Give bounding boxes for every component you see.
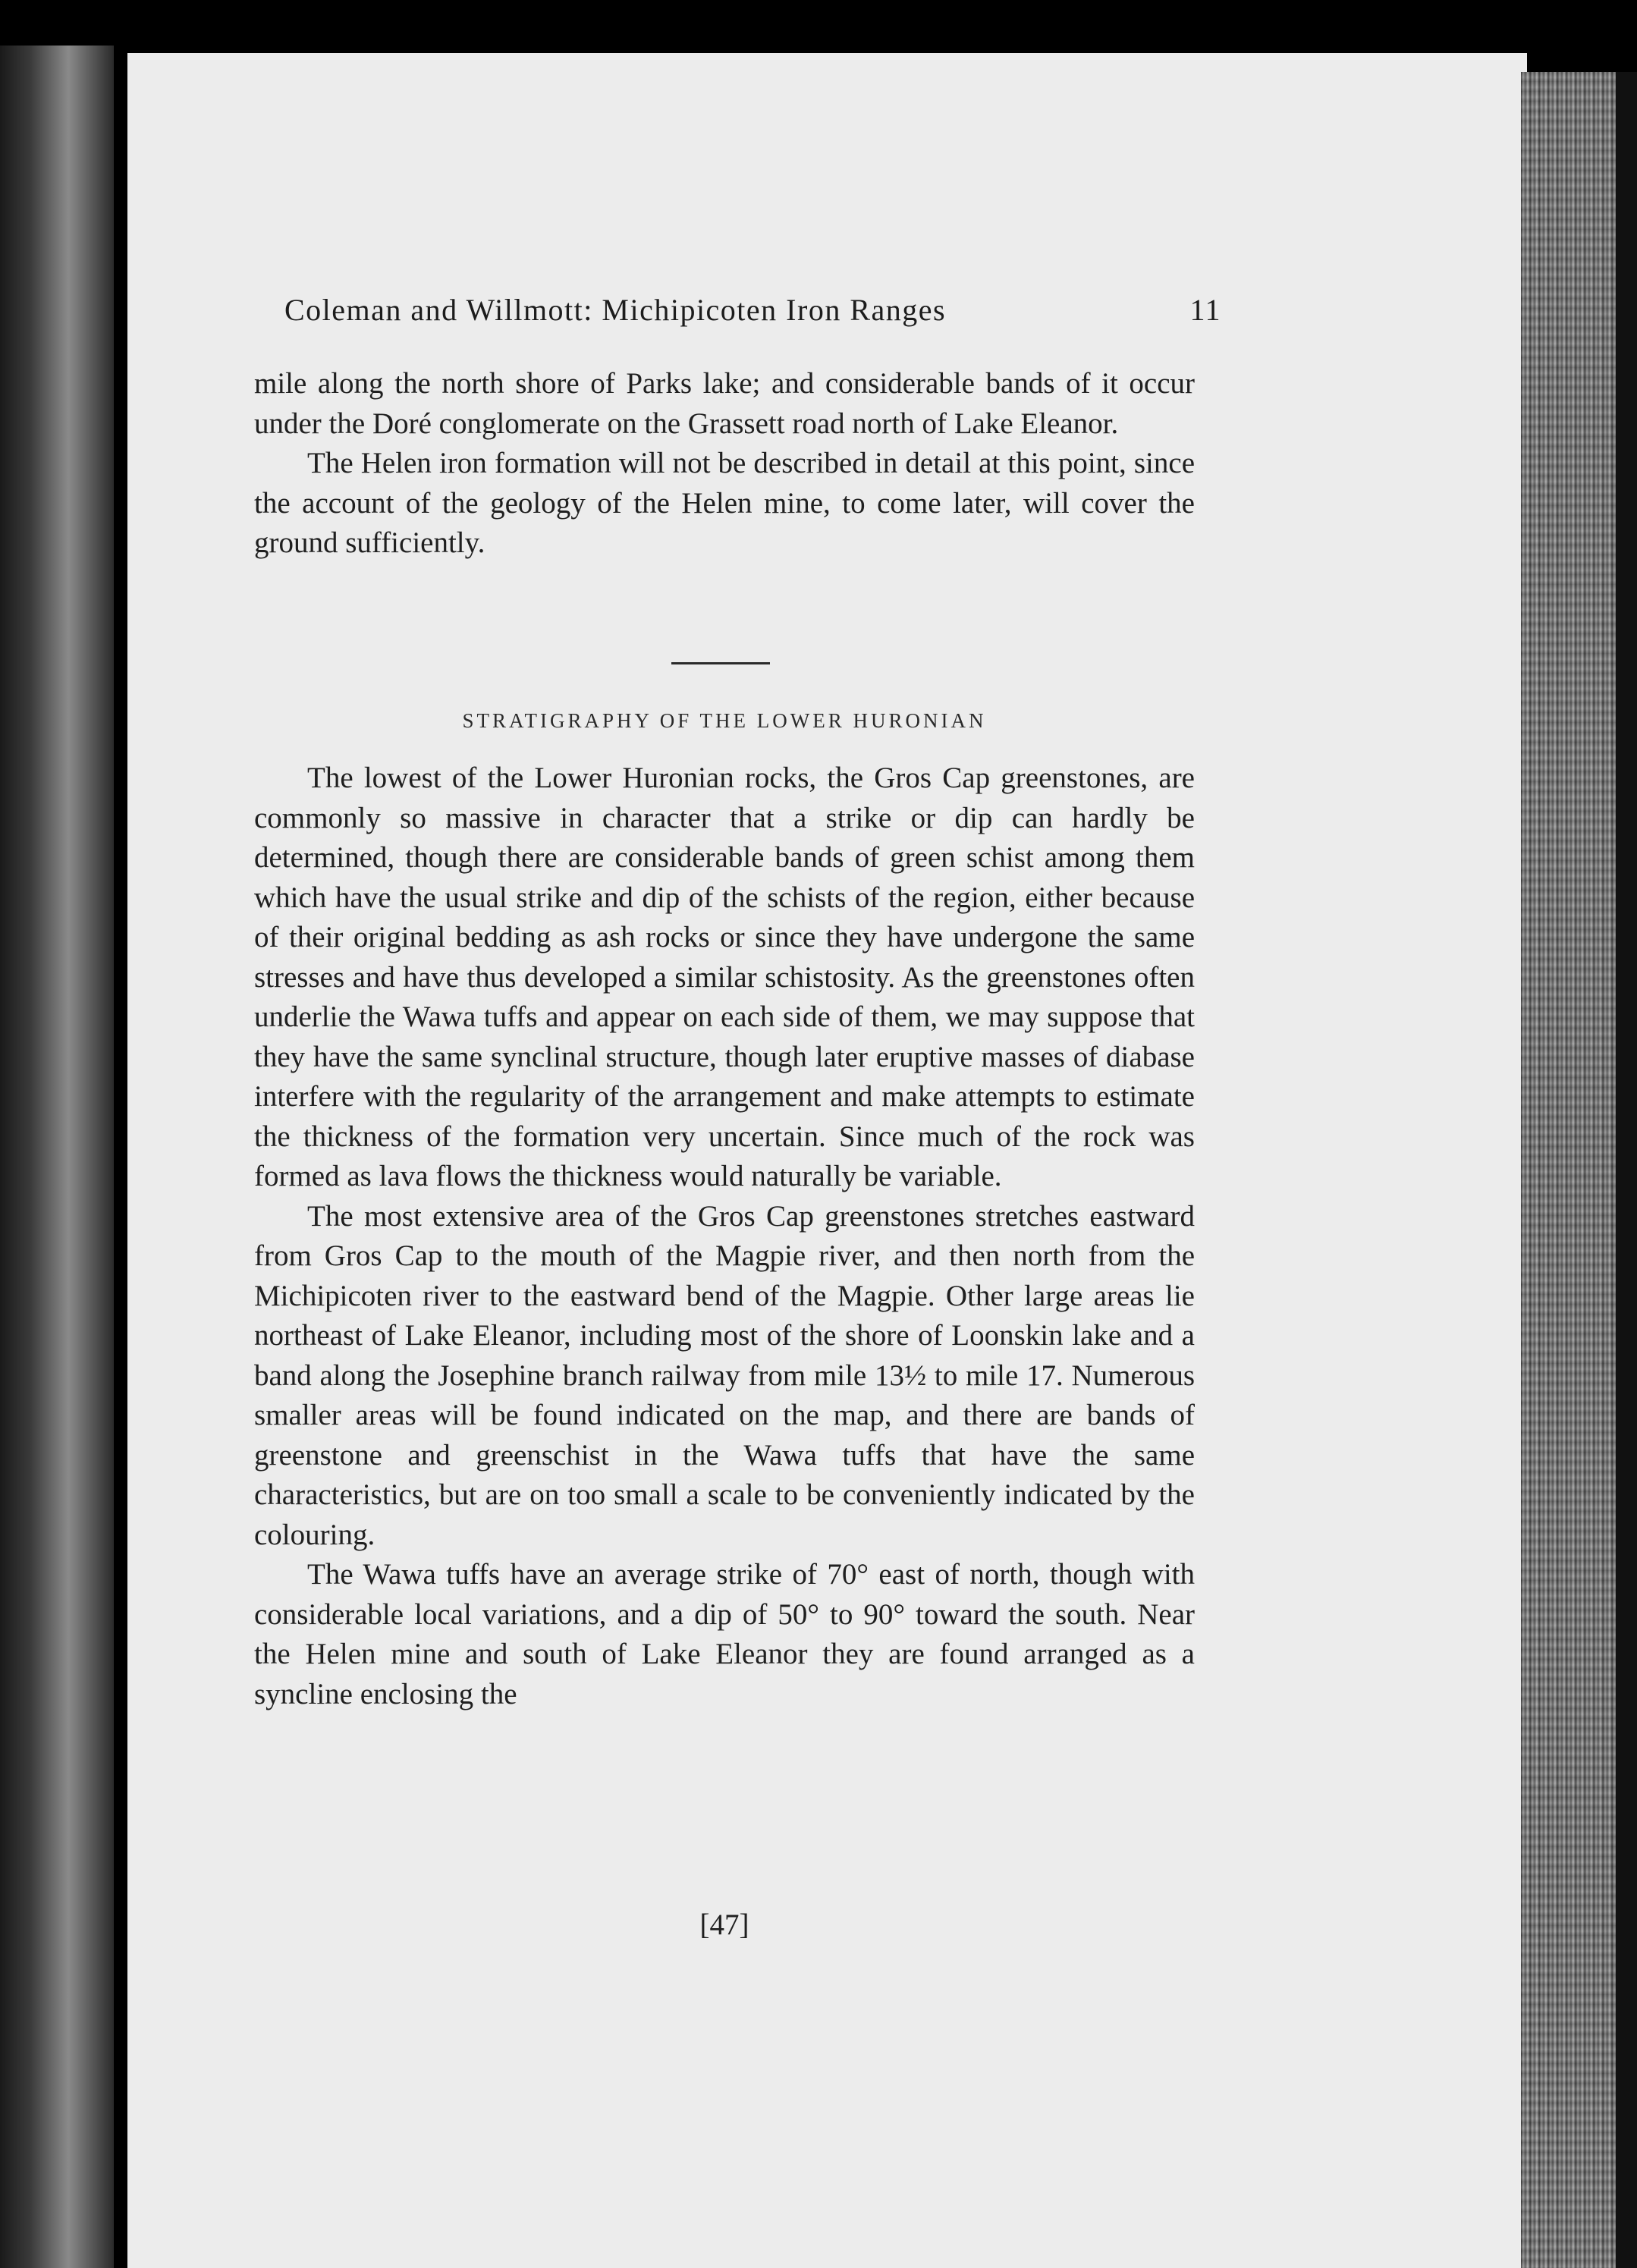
paragraph: The most extensive area of the Gros Cap greenstones stretches eastward from Gros Cap to the mouth of the Magpie river, and then north from the Michipicoten river to the eastward bend of the Magpie. Other large areas lie northeast of Lake Eleanor, including most of the shore of Loonskin lake and a band along the Josephine branch railway from mile 13½ to mile 17. Numerous smaller areas will be found indicated on the map, and there are bands of greenstone and greenschist in the Wawa tuffs that have the same characteristics, but are on too small a scale to be conveniently indicated by the colouring. (254, 1199, 1195, 1551)
running-head-page-number: 11 (1189, 293, 1221, 327)
section-heading: STRATIGRAPHY OF THE LOWER HURONIAN (462, 709, 987, 732)
text-block-main (254, 759, 1195, 1714)
book-binding-left (0, 46, 114, 2268)
paragraph: The lowest of the Lower Huronian rocks, the Gros Cap greenstones, are commonly so massive in character that a strike or dip can hardly be determined, though there are considerable bands of green schist among them which have the usual strike and dip of the schists of the region, either because of their original bedding as ash rocks or since they have undergone the same stresses and have thus developed a similar schistosity. As the greenstones often underlie the Wawa tuffs and appear on each side of them, we may suppose that they have the same synclinal structure, though later eruptive masses of diabase interfere with the regularity of the arrangement and make attempts to estimate the thickness of the formation very uncertain. Since much of the rock was formed as lava flows the thickness would naturally be variable. (254, 762, 1195, 1192)
paragraph: The Helen iron formation will not be described in detail at this point, since the account of the geology of the Helen mine, to come later, will cover the ground sufficiently. (254, 447, 1195, 559)
paragraph: The Wawa tuffs have an average strike of 70° east of north, though with considerable local variations, and a dip of 50° to 90° toward the south. Near the Helen mine and south of Lake Eleanor they are found arranged as a syncline enclosing the (254, 1558, 1195, 1710)
section-divider-rule (671, 662, 770, 664)
page-stack-edge-right (1521, 72, 1620, 2268)
paragraph: mile along the north shore of Parks lake; and considerable bands of it occur under the Doré conglomerate on the Grassett road north of Lake Eleanor. (254, 367, 1195, 440)
running-head-title: Coleman and Willmott: Michipicoten Iron Ranges (284, 293, 947, 327)
folio-page-number: [47] (699, 1908, 749, 1941)
book-cover-edge-right (1616, 72, 1637, 2268)
running-head (284, 292, 1221, 328)
text-block-top (254, 364, 1195, 564)
